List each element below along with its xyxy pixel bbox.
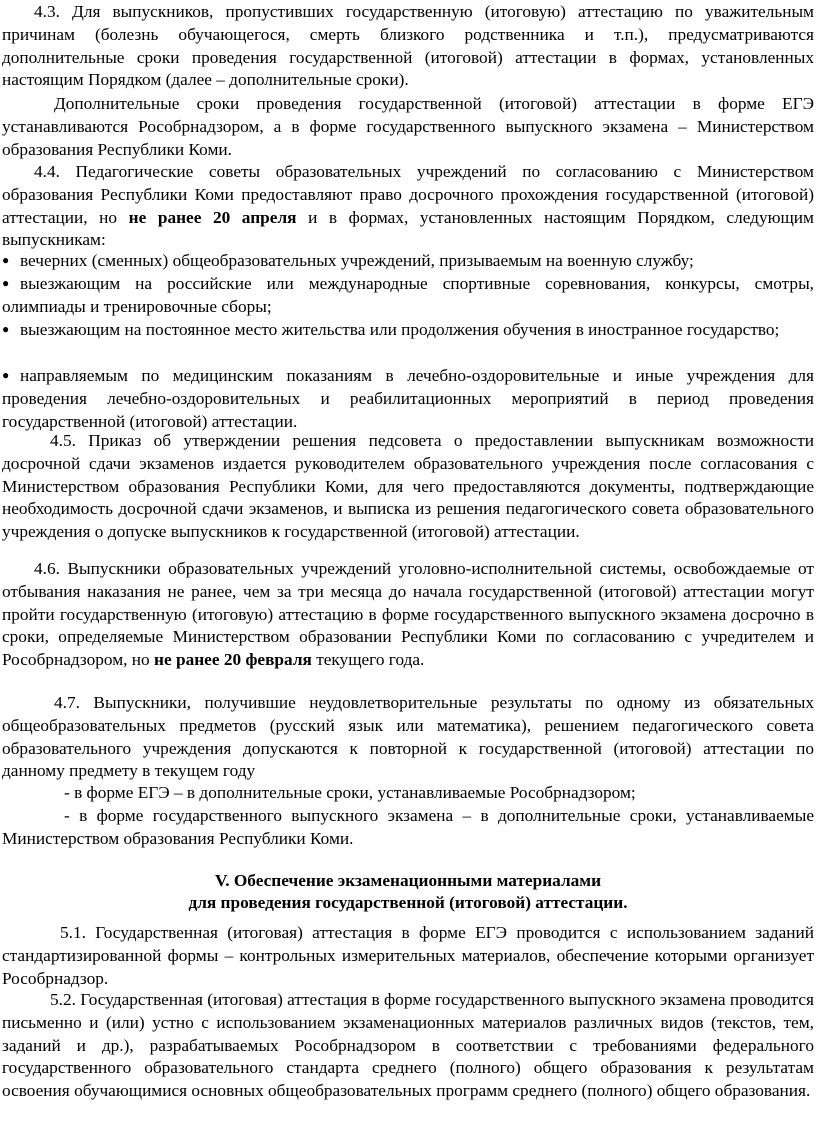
paragraph-4-3-additional-terms: Дополнительные сроки проведения государственной (итоговой) аттестации в форме ЕГЭ устанавливаются Рособрнадзором, а в форме государственного выпускного экзамена – Министерством образования Республики Коми. xyxy=(2,94,814,159)
section-v-title-line-1: V. Обеспечение экзаменационными материалами xyxy=(214,871,602,890)
bullet-text: вечерних (сменных) общеобразовательных учреждений, призываемым на военную службу; xyxy=(20,251,694,270)
paragraph-4-6-text-end: текущего года. xyxy=(316,650,425,670)
bullet-text: выезжающим на российские или международные спортивные соревнования, конкурсы, смотры, олимпиады и тренировочные сборы; xyxy=(2,274,814,316)
bullet-dot-icon: ● xyxy=(2,322,10,336)
bullet-dot-icon: ● xyxy=(2,253,10,267)
bullet-item xyxy=(2,249,814,273)
paragraph-4-4-text-start: 4.4. Педагогические советы образовательных учреждений по согласованию с Министерством образования Республики Коми предоставляют право досрочного прохождения государственной (итоговой) аттестации, но xyxy=(2,162,814,227)
bullet-item xyxy=(2,364,814,433)
paragraph-4-4-text-end: и в формах, установленных настоящим Порядком, следующим выпускникам: xyxy=(2,207,814,250)
paragraph-4-4 xyxy=(2,161,814,252)
paragraph-4-7: 4.7. Выпускники, получившие неудовлетворительные результаты по одному из обязательных общеобразовательных предметов (русский язык или математика), решением педагогического совета образовательного учреждения допускаются к повторной к государственной (итоговой) аттестации по данному предмету в текущем году xyxy=(2,693,814,781)
bullet-dot-icon: ● xyxy=(2,368,10,382)
bullet-item xyxy=(2,318,814,342)
paragraph-4-5: 4.5. Приказ об утверждении решения педсовета о предоставлении выпускникам возможности досрочной сдачи экзаменов издается руководителем образовательного учреждения после согласования с Министерством образования Республики Коми, для чего предоставляются документы, подтверждающие необходимость досрочной сдачи экзаменов, и выписка из решения педагогического совета образовательного учреждения о допуске выпускников к государственной (итоговой) аттестации. xyxy=(2,431,814,542)
bullet-text: выезжающим на постоянное место жительства или продолжения обучения в иностранное государство; xyxy=(20,320,780,339)
paragraph-4-4-deadline: не ранее 20 апреля xyxy=(128,207,297,227)
paragraph-5-1: 5.1. Государственная (итоговая) аттестация в форме ЕГЭ проводится с использованием заданий стандартизированной формы – контрольных измерительных материалов, обеспечение которыми организует Рособрнадзор. xyxy=(2,923,814,988)
paragraph-5-2: 5.2. Государственная (итоговая) аттестация в форме государственного выпускного экзамена проводится письменно и (или) устно с использованием экзаменационных материалов различных видов (текстов, тем, заданий и др.), разрабатываемых Рособрнадзором в соответствии с требованиями федерального государственного образовательного стандарта среднего (полного) общего образования к результатам освоения обучающимися основных общеобразовательных программ среднего (полного) общего образования. xyxy=(2,990,814,1101)
bullet-text: направляемым по медицинским показаниям в лечебно-оздоровительные и иные учреждения для проведения лечебно-оздоровительных и реабилитационных мероприятий в период проведения государственной (итоговой) аттестации. xyxy=(2,366,814,431)
paragraph-4-3: 4.3. Для выпускников, пропустивших государственную (итоговую) аттестацию по уважительным причинам (болезнь обучающегося, смерть близкого родственника и т.п.), предусматриваются дополнительные сроки проведения государственной (итоговой) аттестации в формах, установленных настоящим Порядком (далее – дополнительные сроки). xyxy=(2,2,814,90)
section-v-title-line-2: для проведения государственной (итоговой) аттестации. xyxy=(188,893,628,912)
bullet-item xyxy=(2,272,814,319)
paragraph-4-6 xyxy=(2,558,814,672)
bullet-dot-icon: ● xyxy=(2,276,10,290)
paragraph-4-6-deadline: не ранее 20 февраля xyxy=(154,650,312,670)
retake-option-ege: - в форме ЕГЭ – в дополнительные сроки, устанавливаемые Рособрнадзором; xyxy=(64,783,636,802)
retake-option-state-exam: - в форме государственного выпускного экзамена – в дополнительные сроки, устанавливаемые Министерством образования Республики Коми. xyxy=(2,806,814,848)
paragraph-4-6-text-start: 4.6. Выпускники образовательных учреждений уголовно-исполнительной системы, освобождаемые от отбывания наказания не ранее, чем за три месяца до начала государственной (итоговой) аттестации могут пройти государственную (итоговую) аттестацию в форме государственного выпускного экзамена досрочно в сроки, определяемые Министерством образовании Республики Коми по согласованию с учредителем и Рособрнадзором, но xyxy=(2,559,814,670)
